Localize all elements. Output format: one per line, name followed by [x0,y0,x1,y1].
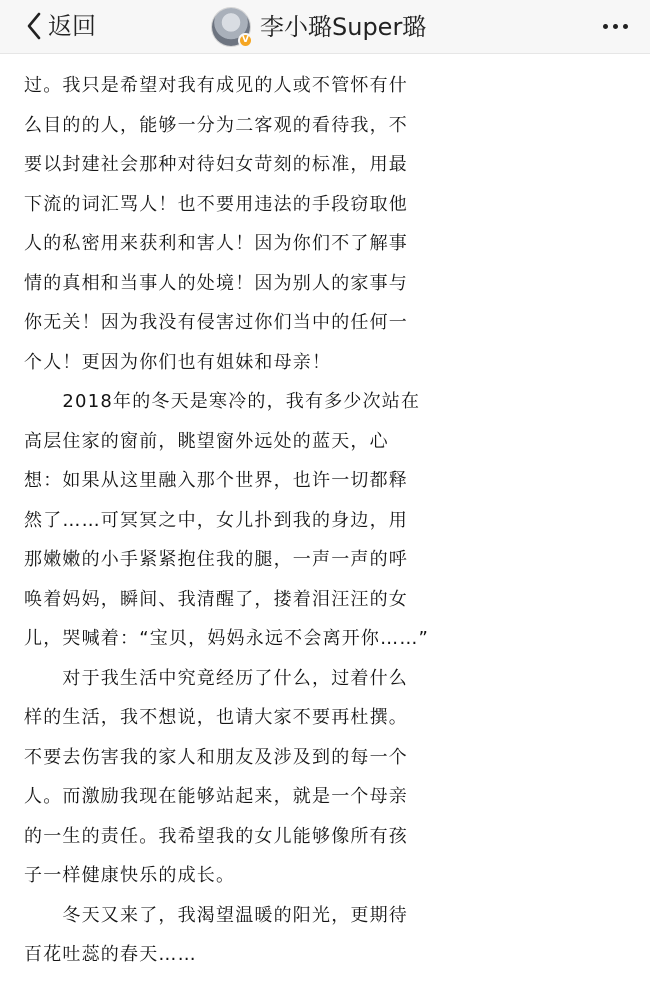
text-line: 唤着妈妈，瞬间、我清醒了，搂着泪汪汪的女 [24,588,408,610]
verified-badge-icon: V [238,33,253,48]
chevron-left-icon [26,12,42,40]
text-line: 情的真相和当事人的处境！因为别人的家事与 [24,272,408,294]
text-line: 想：如果从这里融入那个世界，也许一切都释 [24,470,408,491]
text-line: 不要去伤害我的家人和朋友及涉及到的每一个 [24,746,408,768]
text-line: 2018年的冬天是寒冷的，我有多少次站在 [24,391,421,412]
text-line: 人。而激励我现在能够站起来，就是一个母亲 [24,786,408,807]
post-body [24,66,634,975]
navigation-bar [0,0,650,54]
text-line: 对于我生活中究竟经历了什么，过着什么 [24,667,408,689]
text-line: 的一生的责任。我希望我的女儿能够像所有孩 [24,825,408,847]
text-line: 高层住家的窗前，眺望窗外远处的蓝天，心 [24,430,389,452]
more-button[interactable] [598,10,632,42]
account-header[interactable] [212,5,426,49]
text-line: 百花吐蕊的春天…… [24,944,197,965]
text-line: 过。我只是希望对我有成见的人或不管怀有什 [24,75,408,96]
more-dots-icon [600,24,630,29]
text-line: 样的生活，我不想说，也请大家不要再杜撰。 [24,707,408,728]
text-line: 人的私密用来获利和害人！因为你们不了解事 [24,233,408,254]
text-line: 下流的词汇骂人！也不要用违法的手段窃取他 [24,193,408,215]
text-line: 冬天又来了，我渴望温暖的阳光，更期待 [24,904,408,926]
avatar[interactable] [212,8,250,46]
page-title: 李小璐Super璐 [260,13,427,41]
back-button[interactable] [26,8,96,44]
text-line: 子一样健康快乐的成长。 [24,865,236,886]
text-line: 然了……可冥冥之中，女儿扑到我的身边，用 [24,509,408,531]
text-line: 儿，哭喊着：“宝贝，妈妈永远不会离开你……” [24,628,430,649]
text-line: 个人！更因为你们也有姐妹和母亲！ [24,351,332,373]
text-line: 要以封建社会那种对待妇女苛刻的标准，用最 [24,154,408,175]
text-line: 你无关！因为我没有侵害过你们当中的任何一 [24,312,408,333]
text-line: 么目的的人，能够一分为二客观的看待我，不 [24,114,408,136]
back-label: 返回 [48,12,96,40]
text-line: 那嫩嫩的小手紧紧抱住我的腿，一声一声的呼 [24,549,408,570]
